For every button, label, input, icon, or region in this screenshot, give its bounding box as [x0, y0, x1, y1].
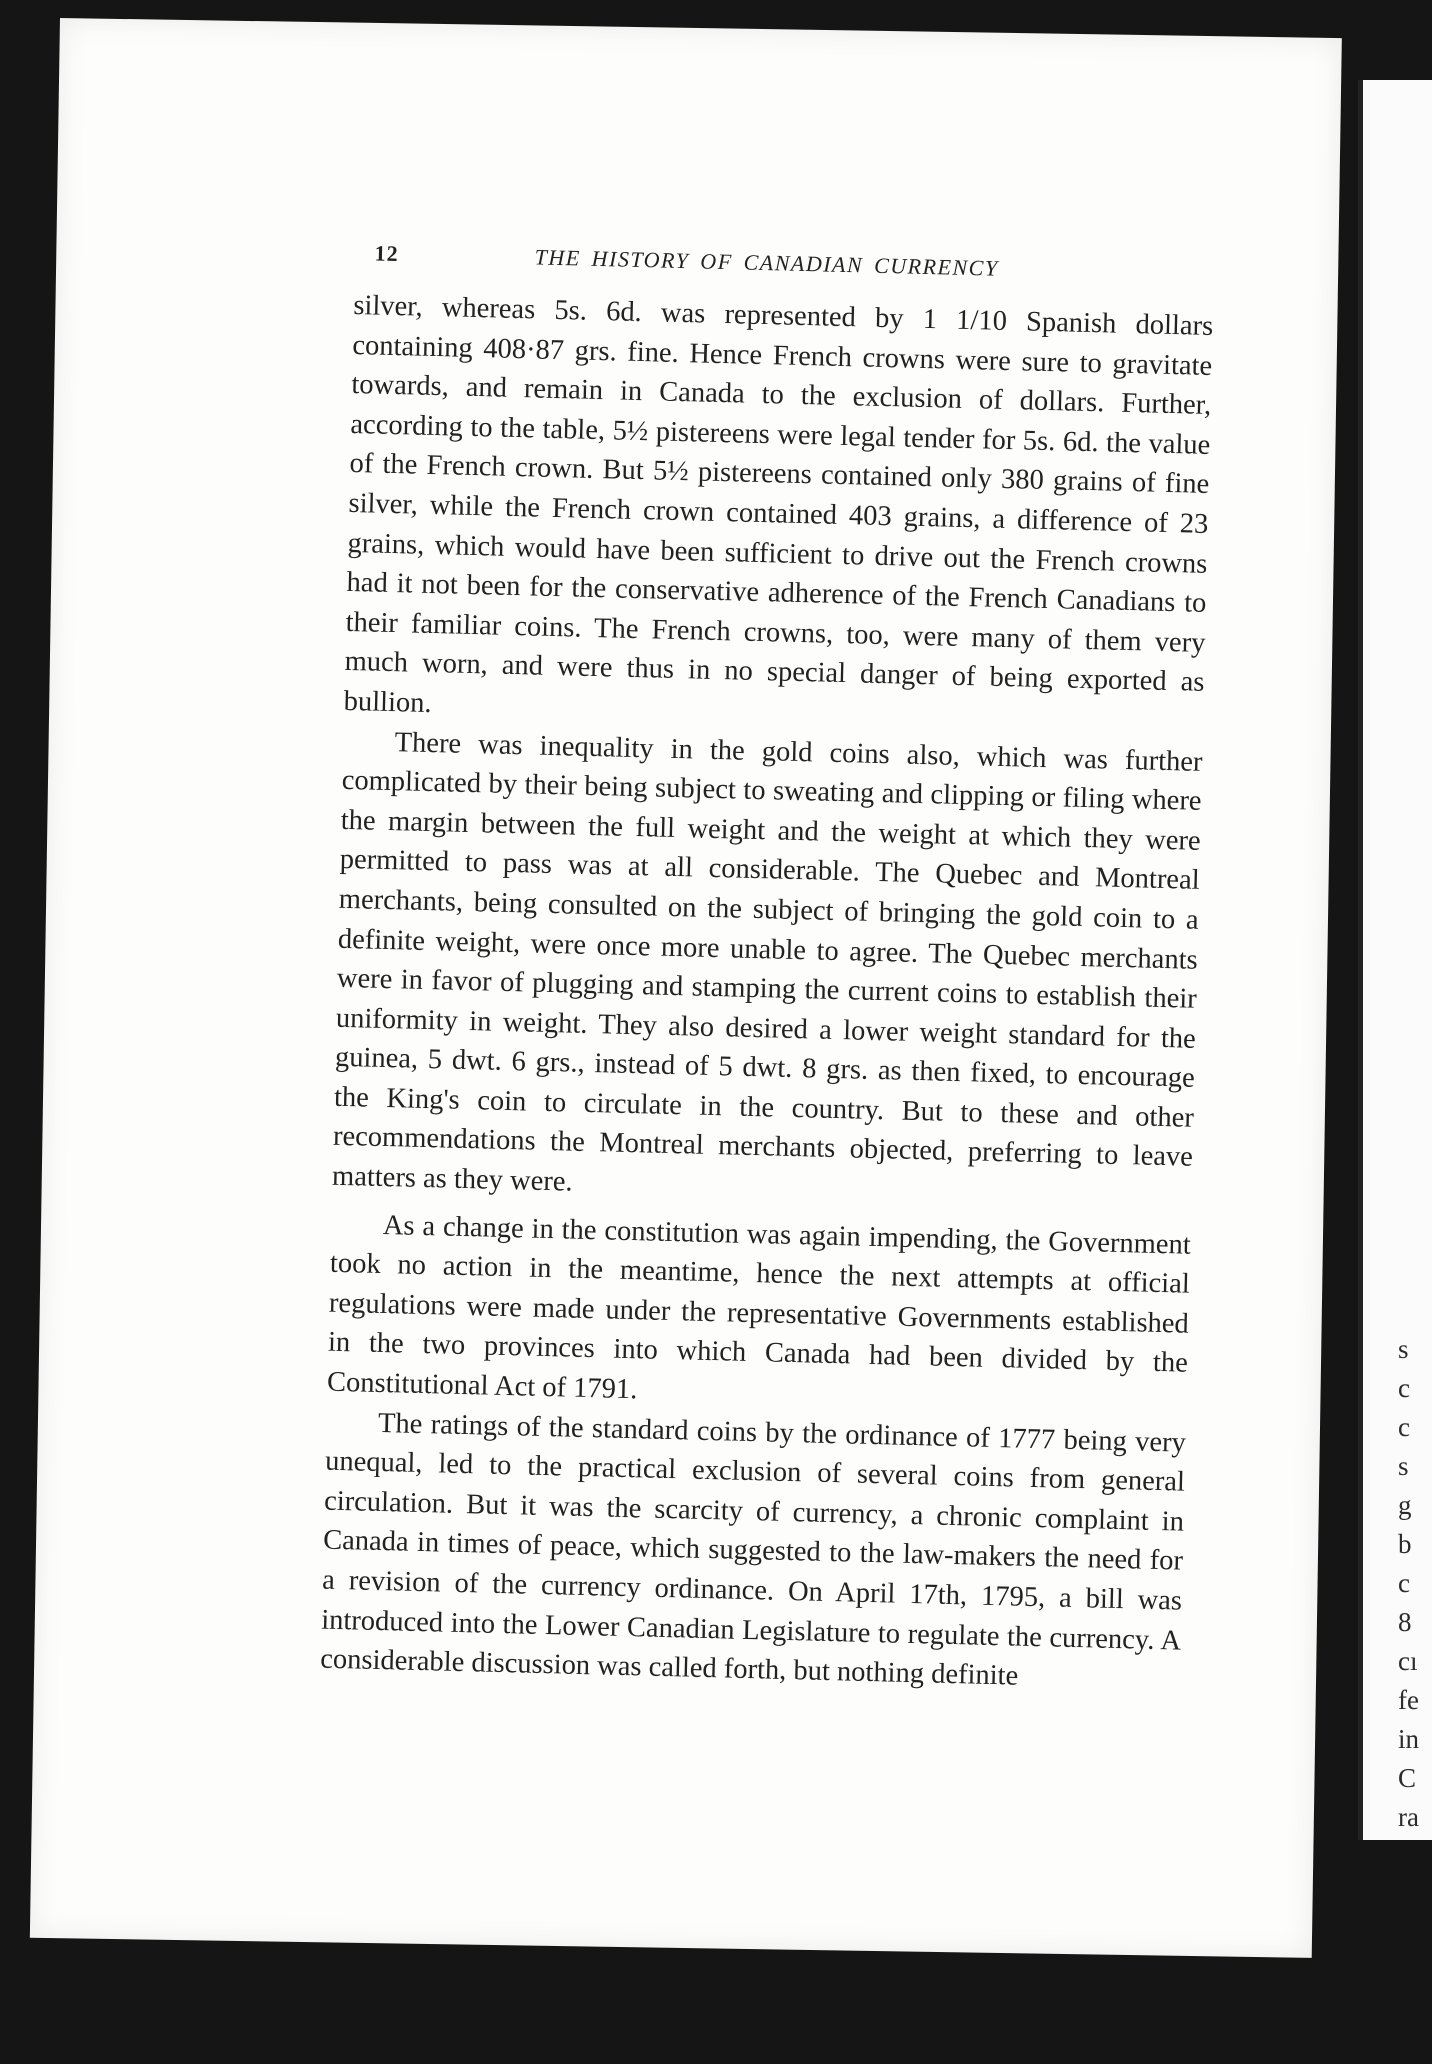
body-text: [320, 286, 1214, 1700]
facing-line: fe: [1398, 1685, 1419, 1715]
facing-page-text: [1398, 1330, 1419, 1837]
facing-line: ra: [1398, 1802, 1419, 1832]
page-number: 12: [374, 240, 399, 267]
facing-line: c: [1398, 1568, 1410, 1598]
facing-line: cı: [1398, 1646, 1418, 1676]
facing-line: s: [1398, 1451, 1409, 1481]
facing-line: b: [1398, 1529, 1412, 1559]
page-content: [320, 240, 1215, 1700]
facing-line: c: [1398, 1412, 1410, 1442]
facing-line: in: [1398, 1724, 1420, 1754]
facing-line: C: [1398, 1763, 1417, 1793]
paragraph-2: There was inequality in the gold coins also, which was further complicated by their being subject to sweating and clipping or filing where the margin between the full weight and the weight at which they were permitted to pass was at all considerable. The Quebec and Montreal merchants, being consulted on the subject of bringing the gold coin to a definite weight, were once more unable to agree. The Quebec merchants were in favor of plugging and stamping the current coins to establish their uniformity in weight. They also desired a lower weight standard for the guinea, 5 dwt. 6 grs., instead of 5 dwt. 8 grs. as then fixed, to encourage the King's coin to circulate in the country. But to these and other recommendations the Montreal merchants objected, preferring to leave matters as they were.: [331, 726, 1203, 1198]
paragraph-3: As a change in the constitution was again impending, the Government took no action in the meantime, hence the next attempts at official regulations were made under the representative Governments established in the two provinces into which Canada had been divided by the Constitutional Act of 1791.: [326, 1209, 1192, 1406]
facing-line: c: [1398, 1373, 1410, 1403]
facing-line: g: [1398, 1490, 1412, 1520]
running-title: THE HISTORY OF CANADIAN CURRENCY: [534, 244, 999, 281]
facing-line: s: [1398, 1334, 1409, 1364]
paragraph-1: silver, whereas 5s. 6d. was represented by 1 1/10 Spanish dollars containing 408·87 grs. fine. Hence French crowns were sure to gravitate towards, and remain in Canada to the exclusion of dollars. Further, according to the table, 5½ pistereens were legal tender for 5s. 6d. the value of the French crown. But 5½ pistereens contained only 380 grains of fine silver, while the French crown contained 403 grains, a difference of 23 grains, which would have been sufficient to drive out the French crowns had it not been for the conservative adherence of the French Canadians to their familiar coins. The French crowns, too, were many of them very much worn, and were thus in no special danger of being exported as bullion.: [343, 289, 1214, 719]
facing-line: 8: [1398, 1607, 1412, 1637]
facing-page: [1358, 80, 1432, 1840]
paragraph-4: The ratings of the standard coins by the ordinance of 1777 being very unequal, led to the practical exclusion of several coins from general circulation. But it was the scarcity of currency, a chronic complaint in Canada in times of peace, which suggested to the law-makers the need for a revision of the currency ordinance. On April 17th, 1795, a bill was introduced into the Lower Canadian Legislature to regulate the currency. A considerable discussion was called forth, but nothing definite: [319, 1407, 1187, 1692]
